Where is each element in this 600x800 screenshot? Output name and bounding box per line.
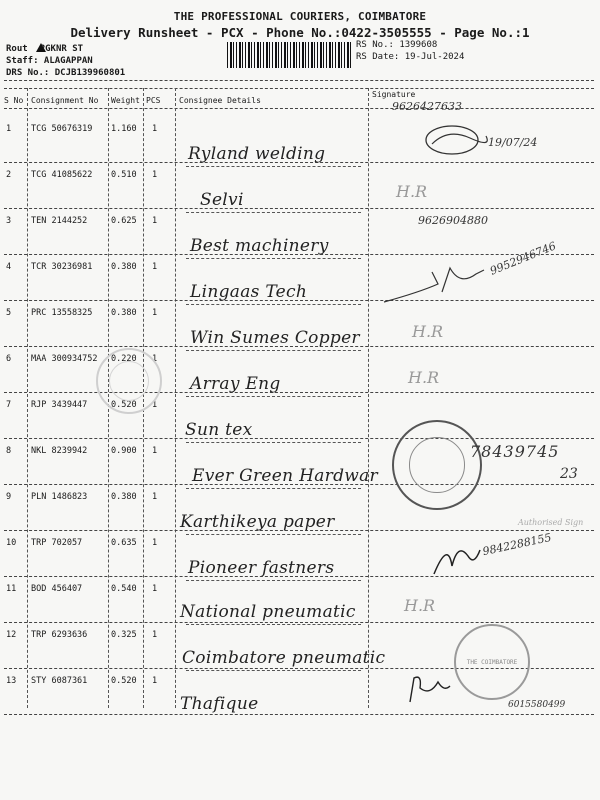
signature-number: 23 xyxy=(560,466,578,482)
row-sno: 3 xyxy=(6,216,12,226)
row-sno: 8 xyxy=(6,446,12,456)
consignee-name: Pioneer fastners xyxy=(188,558,335,578)
consignee-name: Coimbatore pneumatic xyxy=(182,648,386,668)
row-pcs: 1 xyxy=(152,262,158,272)
row-pcs: 1 xyxy=(152,676,158,686)
handwriting-underline xyxy=(186,166,361,167)
row-consignment-no: TCG 41085622 xyxy=(31,170,93,180)
row-weight: 0.520 xyxy=(111,676,137,686)
column-divider xyxy=(175,88,176,708)
rs-date: RS Date: 19-Jul-2024 xyxy=(356,52,465,62)
handwriting-underline xyxy=(186,258,361,259)
route-label: Rout RGKNR ST xyxy=(6,44,84,54)
row-weight: 0.510 xyxy=(111,170,137,180)
col-signature: Signature xyxy=(372,90,416,99)
col-consignee: Consignee Details xyxy=(179,96,261,105)
signature-initials: H.R xyxy=(412,322,444,341)
row-consignment-no: STY 6087361 xyxy=(31,676,88,686)
signature-phone: 9842288155 xyxy=(481,530,553,559)
handwriting-underline xyxy=(186,212,361,213)
document-title: THE PROFESSIONAL COURIERS, COIMBATORE xyxy=(173,10,427,23)
table-bottom-divider xyxy=(4,714,594,715)
consignee-name: Win Sumes Copper xyxy=(190,328,360,348)
row-pcs: 1 xyxy=(152,170,158,180)
signature-date: 19/07/24 xyxy=(488,136,538,149)
row-consignment-no: TCG 50676319 xyxy=(31,124,93,134)
row-consignment-no: NKL 8239942 xyxy=(31,446,88,456)
signature-scribble xyxy=(428,536,484,580)
row-weight: 0.625 xyxy=(111,216,137,226)
column-divider xyxy=(368,88,369,708)
signature-initials: H.R xyxy=(404,596,436,615)
arrow-logo-icon xyxy=(36,43,46,52)
row-pcs: 1 xyxy=(152,216,158,226)
consignee-name: Thafique xyxy=(180,694,259,714)
consignee-name: Best machinery xyxy=(190,236,329,256)
handwriting-underline xyxy=(186,350,361,351)
staff-label: Staff: ALAGAPPAN xyxy=(6,56,93,66)
signature-initials: H.R xyxy=(396,182,428,201)
row-divider xyxy=(4,392,594,393)
row-pcs: 1 xyxy=(152,354,158,364)
handwriting-underline xyxy=(186,670,361,671)
signature-scribble xyxy=(420,120,490,160)
faded-stamp xyxy=(96,348,162,414)
handwriting-underline xyxy=(186,488,361,489)
signature-scribble xyxy=(380,262,490,308)
consignee-name: Selvi xyxy=(200,190,244,210)
consignee-name: Karthikeya paper xyxy=(180,512,335,532)
row-consignment-no: TEN 2144252 xyxy=(31,216,88,226)
row-sno: 12 xyxy=(6,630,17,640)
column-divider xyxy=(27,88,28,708)
row-divider xyxy=(4,438,594,439)
col-consignment: Consignment No xyxy=(31,96,99,105)
consignee-name: Sun tex xyxy=(185,420,253,440)
row-pcs: 1 xyxy=(152,400,158,410)
row-consignment-no: TRP 6293636 xyxy=(31,630,88,640)
signature-phone: 9626427633 xyxy=(392,100,462,113)
signature-phone: 6015580499 xyxy=(508,700,566,710)
row-sno: 6 xyxy=(6,354,12,364)
rs-number: RS No.: 1399608 xyxy=(356,40,438,50)
row-sno: 10 xyxy=(6,538,17,548)
row-sno: 5 xyxy=(6,308,12,318)
row-sno: 1 xyxy=(6,124,12,134)
row-sno: 9 xyxy=(6,492,12,502)
signature-initials: H.R xyxy=(408,368,440,387)
company-stamp xyxy=(392,420,482,510)
signature-phone: 78439745 xyxy=(470,442,560,461)
row-sno: 2 xyxy=(6,170,12,180)
consignee-name: Ryland welding xyxy=(188,144,326,164)
column-header-divider xyxy=(4,108,594,109)
row-weight: 0.380 xyxy=(111,308,137,318)
row-pcs: 1 xyxy=(152,492,158,502)
stamp-text: THE COIMBATORE xyxy=(466,658,518,666)
row-weight: 0.380 xyxy=(111,492,137,502)
row-weight: 0.900 xyxy=(111,446,137,456)
header-divider xyxy=(4,88,594,89)
row-consignment-no: TRP 702057 xyxy=(31,538,83,548)
col-sno: S No xyxy=(4,96,24,105)
row-pcs: 1 xyxy=(152,630,158,640)
row-weight: 0.635 xyxy=(111,538,137,548)
row-consignment-no: TCR 30236981 xyxy=(31,262,93,272)
row-sno: 7 xyxy=(6,400,12,410)
row-pcs: 1 xyxy=(152,446,158,456)
row-sno: 13 xyxy=(6,676,17,686)
row-weight: 0.325 xyxy=(111,630,137,640)
handwriting-underline xyxy=(186,580,361,581)
row-weight: 0.540 xyxy=(111,584,137,594)
barcode xyxy=(227,42,351,68)
authorised-signatory: Authorised Sign xyxy=(518,518,584,527)
handwriting-underline xyxy=(186,304,361,305)
header-divider xyxy=(4,80,594,81)
row-weight: 0.220 xyxy=(111,354,137,364)
handwriting-underline xyxy=(186,534,361,535)
consignee-name: Ever Green Hardwar xyxy=(192,466,378,486)
row-sno: 11 xyxy=(6,584,17,594)
signature-phone: 9952946746 xyxy=(488,239,558,278)
signature-scribble xyxy=(404,668,454,708)
row-weight: 0.380 xyxy=(111,262,137,272)
row-consignment-no: MAA 300934752 xyxy=(31,354,98,364)
consignee-name: National pneumatic xyxy=(180,602,356,622)
row-consignment-no: RJP 3439447 xyxy=(31,400,88,410)
row-pcs: 1 xyxy=(152,584,158,594)
document-subtitle: Delivery Runsheet - PCX - Phone No.:0422-3505555 - Page No.:1 xyxy=(70,25,530,40)
row-sno: 4 xyxy=(6,262,12,272)
col-pcs: PCS xyxy=(146,96,161,105)
drs-number: DRS No.: DCJB139960801 xyxy=(6,68,126,78)
company-stamp xyxy=(454,624,530,700)
row-consignment-no: PRC 13558325 xyxy=(31,308,93,318)
row-weight: 1.160 xyxy=(111,124,137,134)
row-consignment-no: PLN 1486823 xyxy=(31,492,88,502)
row-pcs: 1 xyxy=(152,308,158,318)
handwriting-underline xyxy=(186,624,361,625)
row-pcs: 1 xyxy=(152,124,158,134)
col-weight: Weight xyxy=(111,96,140,105)
handwriting-underline xyxy=(186,442,361,443)
row-consignment-no: BOD 456407 xyxy=(31,584,83,594)
row-weight: 0.520 xyxy=(111,400,137,410)
row-divider xyxy=(4,622,594,623)
consignee-name: Array Eng xyxy=(190,374,281,394)
consignee-name: Lingaas Tech xyxy=(190,282,308,302)
row-divider xyxy=(4,208,594,209)
handwriting-underline xyxy=(186,396,361,397)
signature-phone: 9626904880 xyxy=(418,214,488,227)
row-pcs: 1 xyxy=(152,538,158,548)
